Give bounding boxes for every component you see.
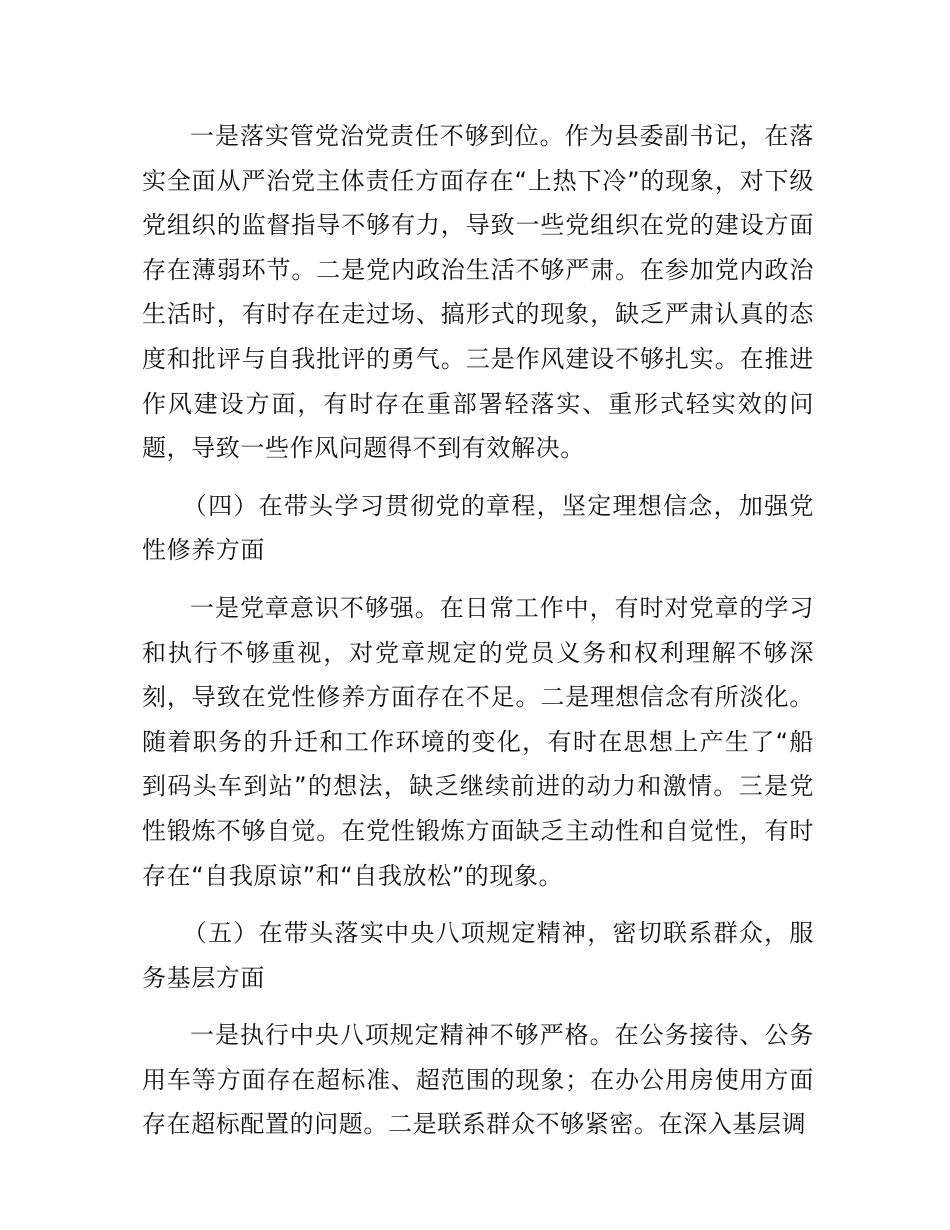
paragraph-eight-rules: 一是执行中央八项规定精神不够严格。在公务接待、公务用车等方面存在超标准、超范围的现象；在办公用房使用方面存在超标配置的问题。二是联系群众不够紧密。在深入基层调 [142, 1021, 814, 1139]
paragraph-party-responsibility: 一是落实管党治党责任不够到位。作为县委副书记，在落实全面从严治党主体责任方面存在“上热下冷”的现象，对下级党组织的监督指导不够有力，导致一些党组织在党的建设方面存在薄弱环节。二是党内政治生活不够严肃。在参加党内政治生活时，有时存在走过场、搞形式的现象，缺乏严肃认真的态度和批评与自我批评的勇气。三是作风建设不够扎实。在推进作风建设方面，有时存在重部署轻落实、重形式轻实效的问题，导致一些作风问题得不到有效解决。 [142, 122, 814, 463]
section-heading-five: （五）在带头落实中央八项规定精神，密切联系群众，服务基层方面 [142, 919, 814, 992]
paragraph-party-constitution: 一是党章意识不够强。在日常工作中，有时对党章的学习和执行不够重视，对党章规定的党员义务和权利理解不够深刻，导致在党性修养方面存在不足。二是理想信念有所淡化。随着职务的升迁和工作环境的变化，有时在思想上产生了“船到码头车到站”的想法，缺乏继续前进的动力和激情。三是党性锻炼不够自觉。在党性锻炼方面缺乏主动性和自觉性，有时存在“自我原谅”和“自我放松”的现象。 [142, 593, 814, 890]
document-body [142, 114, 814, 1147]
section-heading-four: （四）在带头学习贯彻党的章程，坚定理想信念，加强党性修养方面 [142, 491, 814, 565]
